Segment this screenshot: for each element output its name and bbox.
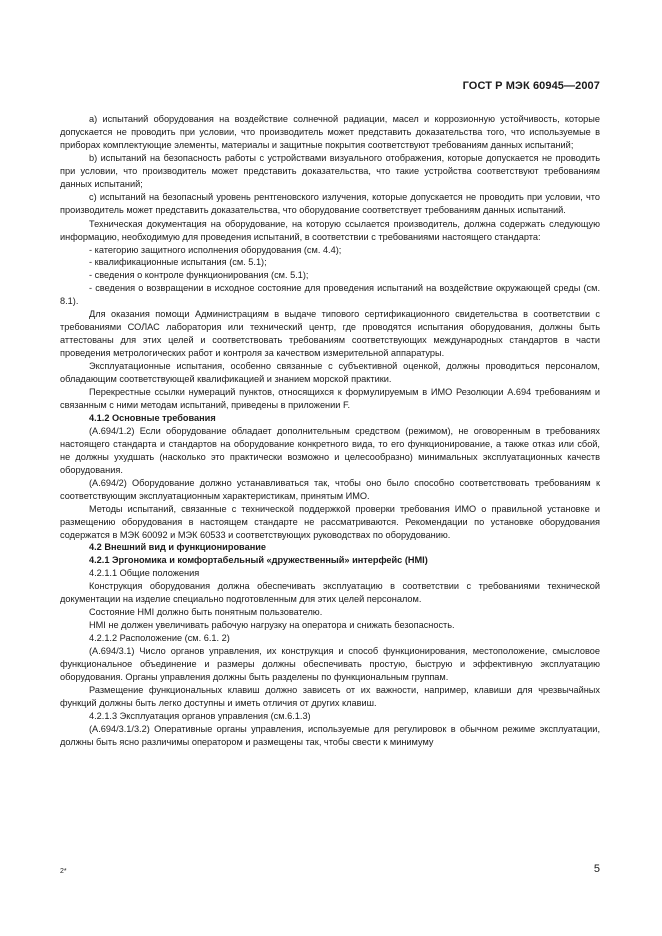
- paragraph: HMI не должен увеличивать рабочую нагрузку на оператора и снижать безопасность.: [89, 620, 455, 631]
- paragraph: с) испытаний на безопасный уровень рентгеновского излучения, которые допускается не проводить при условии, что производитель может представить доказательства, что оборудование соответствует требованиям данных испытаний.: [60, 191, 600, 215]
- subsection-heading: 4.2.1.3 Эксплуатация органов управления (см.6.1.3): [89, 710, 311, 721]
- paragraph: Методы испытаний, связанные с технической поддержкой проверки требования ИМО о правильной установке и размещению оборудования в настоящем стандарте не рассматриваются. Рекомендации по установке оборудования содержатся в МЭК 60092 и МЭК 60533 и соответствующих руководствах по оборудованию.: [60, 503, 600, 540]
- paragraph: Состояние HMI должно быть понятным пользователю.: [89, 607, 323, 618]
- list-item: - сведения о возвращении в исходное состояние для проведения испытаний на воздействие окружающей среды (см. 8.1).: [60, 283, 600, 307]
- paragraph: Техническая документация на оборудование, на которую ссылается производитель, должна содержать следующую информацию, необходимую для проведения испытаний, в соответствии с требованиями настоящего стандарта:: [60, 218, 600, 242]
- paragraph: (А.694/3.1) Число органов управления, их конструкция и способ функционирования, местоположение, смысловое функциональное объединение и размеры должны обеспечивать простую, быструю и эффективную эксплуатацию оборудования. Органы управления должны быть разделены по функциональным группам.: [60, 646, 600, 682]
- paragraph: Конструкция оборудования должна обеспечивать эксплуатацию в соответствии с требованиями технической документации на изделие специально подготовленным для этих целей персоналом.: [60, 581, 600, 605]
- paragraph: Размещение функциональных клавиш должно зависеть от их важности, например, клавиши для чрезвычайных функций должны быть легко доступны и иметь отличия от других клавиш.: [60, 684, 600, 708]
- list-item: - категорию защитного исполнения оборудования (см. 4.4);: [89, 244, 342, 255]
- paragraph: Для оказания помощи Администрациям в выдаче типового сертификационного свидетельства в соответствии с требованиями СОЛАС лаборатория или технический центр, где проводятся испытания оборудования, должны быть аттестованы для этих целей и соответствовать требованиям соответствующих международных стандартов в части проведения метрологических работ и контроля за качеством измерительной аппаратуры.: [60, 309, 600, 359]
- document-body: [60, 113, 600, 749]
- standard-designation: ГОСТ Р МЭК 60945—2007: [462, 80, 600, 92]
- section-heading: 4.2.1 Эргономика и комфортабельный «дружественный» интерфейс (HMI): [89, 555, 428, 566]
- paragraph: (А.694/2) Оборудование должно устанавливаться так, чтобы оно было способно соответствовать требованиям к соответствующим эксплуатационным характеристикам, принятым ИМО.: [60, 477, 600, 501]
- paragraph: Перекрестные ссылки нумераций пунктов, относящихся к формулируемым в ИМО Резолюции А.694 требованиям и связанным с ними методам испытаний, приведены в приложении F.: [60, 387, 600, 410]
- page-number: 5: [593, 863, 600, 875]
- paragraph: Эксплуатационные испытания, особенно связанные с субъективной оценкой, должны проводиться персоналом, обладающим соответствующей квалификацией и знанием морской практики.: [60, 361, 600, 385]
- subsection-heading: 4.2.1.2 Расположение (см. 6.1. 2): [89, 633, 230, 644]
- list-item: - квалификационные испытания (см. 5.1);: [89, 257, 267, 268]
- sheet-mark: 2*: [60, 868, 67, 875]
- paragraph: (А.694/3.1/3.2) Оперативные органы управления, используемые для регулировок в обычном режиме эксплуатации, должны быть ясно различимы оператором и размещены так, чтобы свести к минимуму: [60, 723, 600, 747]
- paragraph: b) испытаний на безопасность работы с устройствами визуального отображения, которые допускается не проводить при условии, что производитель может представить доказательства, что такие устройства соответствуют требованиям данных испытаний;: [60, 152, 600, 189]
- section-heading: 4.2 Внешний вид и функционирование: [89, 542, 267, 553]
- subsection-heading: 4.2.1.1 Общие положения: [89, 568, 200, 579]
- paragraph: (А.694/1.2) Если оборудование обладает дополнительным средством (режимом), не оговоренным в требованиях настоящего стандарта и стандартов на оборудование конкретного вида, то его функционирование, а также отказ или сбой, не должны ухудшать (насколько это практически возможно и целесообразно) минимальных эксплуатационных качеств оборудования.: [60, 425, 600, 475]
- list-item: - сведения о контроле функционирования (см. 5.1);: [89, 270, 309, 281]
- paragraph: а) испытаний оборудования на воздействие солнечной радиации, масел и коррозионную устойчивость, которые допускается не проводить при условии, что производитель может представить доказательства того, что используемые в приборах комплектующие элементы, материалы и защитные покрытия соответствуют требованиям данных испытаний;: [60, 114, 600, 150]
- section-heading: 4.1.2 Основные требования: [89, 412, 216, 423]
